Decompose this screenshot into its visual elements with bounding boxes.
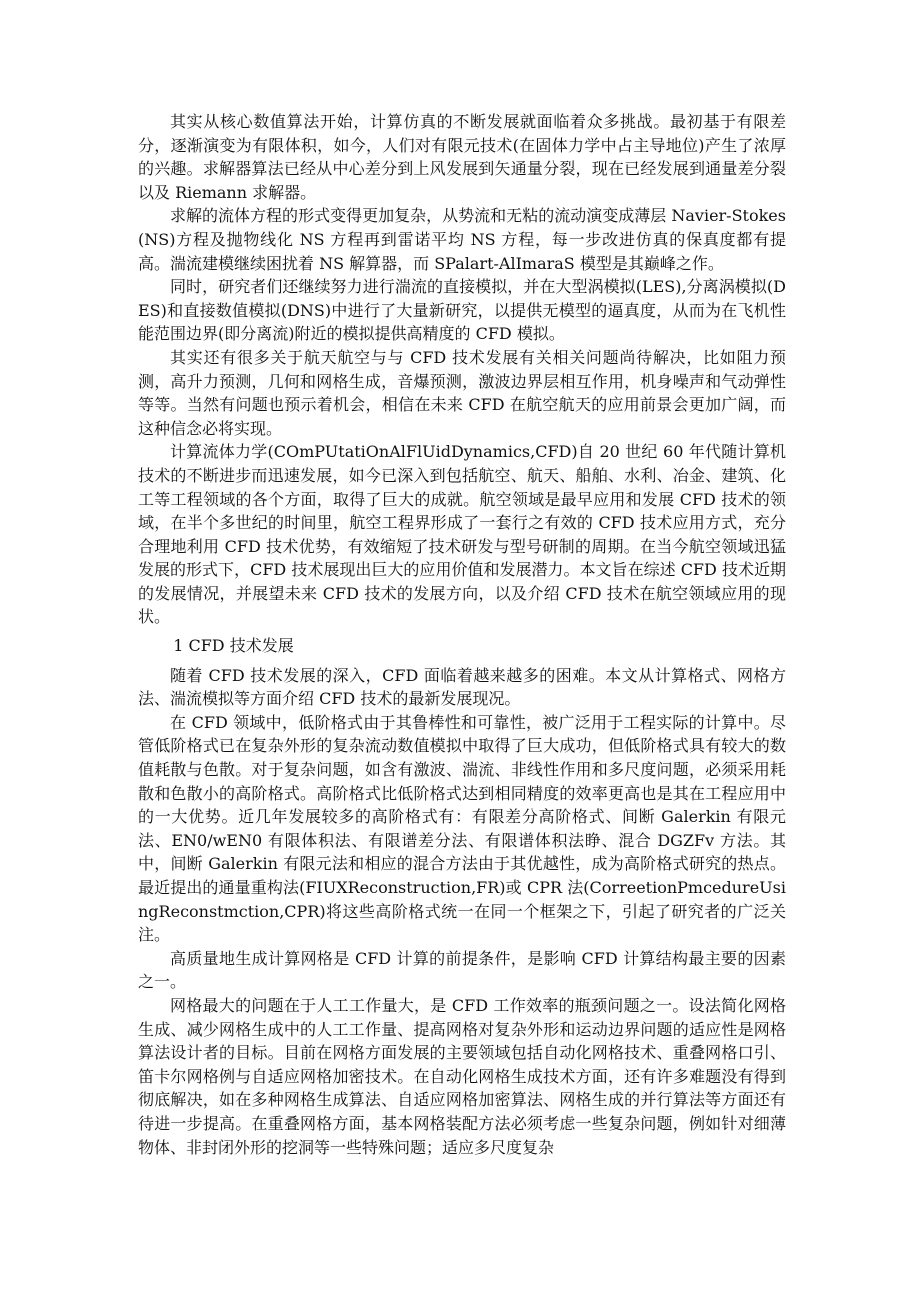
paragraph-high-order-schemes: 在 CFD 领域中，低阶格式由于其鲁棒性和可靠性，被广泛用于工程实际的计算中。尽管低阶格式已在复杂外形的复杂流动数值模拟中取得了巨大成功，但低阶格式具有较大的数值耗散与色散。对于复杂问题，如含有激波、湍流、非线性作用和多尺度问题，必须采用耗散和色散小的高阶格式。高阶格式比低阶格式达到相同精度的效率更高也是其在工程应用中的一大优势。近几年发展较多的高阶格式有：有限差分高阶格式、间断 Galerkin 有限元法、EN0/wEN0 有限体积法、有限谱差分法、有限谱体积法睁、混合 DGZFv 方法。其中，间断 Galerkin 有限元法和相应的混合方法由于其优越性，成为高阶格式研究的热点。最近提出的通量重构法(FIUXReconstruction,FR)或 CPR 法(CorreetionPmcedureUsingReconstmction,CPR)将这些高阶格式统一在同一个框架之下，引起了研究者的广泛关注。 xyxy=(138,712,786,945)
paragraph-open-problems: 其实还有很多关于航天航空与与 CFD 技术发展有关相关问题尚待解决，比如阻力预测，高升力预测，几何和网格生成，音爆预测，激波边界层相互作用，机身噪声和气动弹性等等。当然有问题也预示着机会，相信在未来 CFD 在航空航天的应用前景会更加广阔，而这种信念必将实现。 xyxy=(138,347,786,438)
paragraph-fluid-equations: 求解的流体方程的形式变得更加复杂，从势流和无粘的流动演变成薄层 Navier-Stokes(NS)方程及抛物线化 NS 方程再到雷诺平均 NS 方程，每一步改进仿真的保真度都有提高。湍流建模继续困扰着 NS 解算器，而 SPalart-AlImaraS 模型是其巅峰之作。 xyxy=(138,206,786,273)
paragraph-cfd-difficulties: 随着 CFD 技术发展的深入，CFD 面临着越来越多的困难。本文从计算格式、网格方法、湍流模拟等方面介绍 CFD 技术的最新发展现况。 xyxy=(138,665,786,709)
paragraph-cfd-introduction: 计算流体力学(COmPUtatiOnAlFlUidDynamics,CFD)自 20 世纪 60 年代随计算机技术的不断进步而迅速发展，如今已深入到包括航空、航天、船舶、水利、冶金、建筑、化工等工程领域的各个方面，取得了巨大的成就。航空领域是最早应用和发展 CFD 技术的领域，在半个多世纪的时间里，航空工程界形成了一套行之有效的 CFD 技术应用方式，充分合理地利用 CFD 技术优势，有效缩短了技术研发与型号研制的周期。在当今航空领域迅猛发展的形式下，CFD 技术展现出巨大的应用价值和发展潜力。本文旨在综述 CFD 技术近期的发展情况，并展望未来 CFD 技术的发展方向，以及介绍 CFD 技术在航空领域应用的现状。 xyxy=(138,442,786,627)
paragraph-core-algorithms: 其实从核心数值算法开始，计算仿真的不断发展就面临着众多挑战。最初基于有限差分，逐渐演变为有限体积，如今，人们对有限元技术(在固体力学中占主导地位)产生了浓厚的兴趣。求解器算法已经从中心差分到上风发展到矢通量分裂，现在已经发展到通量差分裂以及 Riemann 求解器。 xyxy=(138,112,786,202)
paragraph-direct-simulation: 同时，研究者们还继续努力进行湍流的直接模拟，并在大型涡模拟(LES),分离涡模拟(DES)和直接数值模拟(DNS)中进行了大量新研究，以提供无模型的逼真度，从而为在飞机性能范围边界(即分离流)附近的模拟提供高精度的 CFD 模拟。 xyxy=(138,277,786,344)
section-heading: 1 CFD 技术发展 xyxy=(173,636,294,656)
paragraph-mesh-quality: 高质量地生成计算网格是 CFD 计算的前提条件，是影响 CFD 计算结构最主要的因素之一。 xyxy=(138,948,786,992)
document-page xyxy=(138,110,786,1159)
paragraph-mesh-generation: 网格最大的问题在于人工工作量大，是 CFD 工作效率的瓶颈问题之一。设法简化网格生成、减少网格生成中的人工工作量、提高网格对复杂外形和运动边界问题的适应性是网格算法设计者的目标。目前在网格方面发展的主要领域包括自动化网格技术、重叠网格口引、笛卡尔网格例与自适应网格加密技术。在自动化网格生成技术方面，还有许多难题没有得到彻底解决，如在多种网格生成算法、自适应网格加密算法、网格生成的并行算法等方面还有待进一步提高。在重叠网格方面，基本网格装配方法必须考虑一些复杂问题，例如针对细薄物体、非封闭外形的挖洞等一些特殊问题；适应多尺度复杂 xyxy=(138,995,786,1157)
